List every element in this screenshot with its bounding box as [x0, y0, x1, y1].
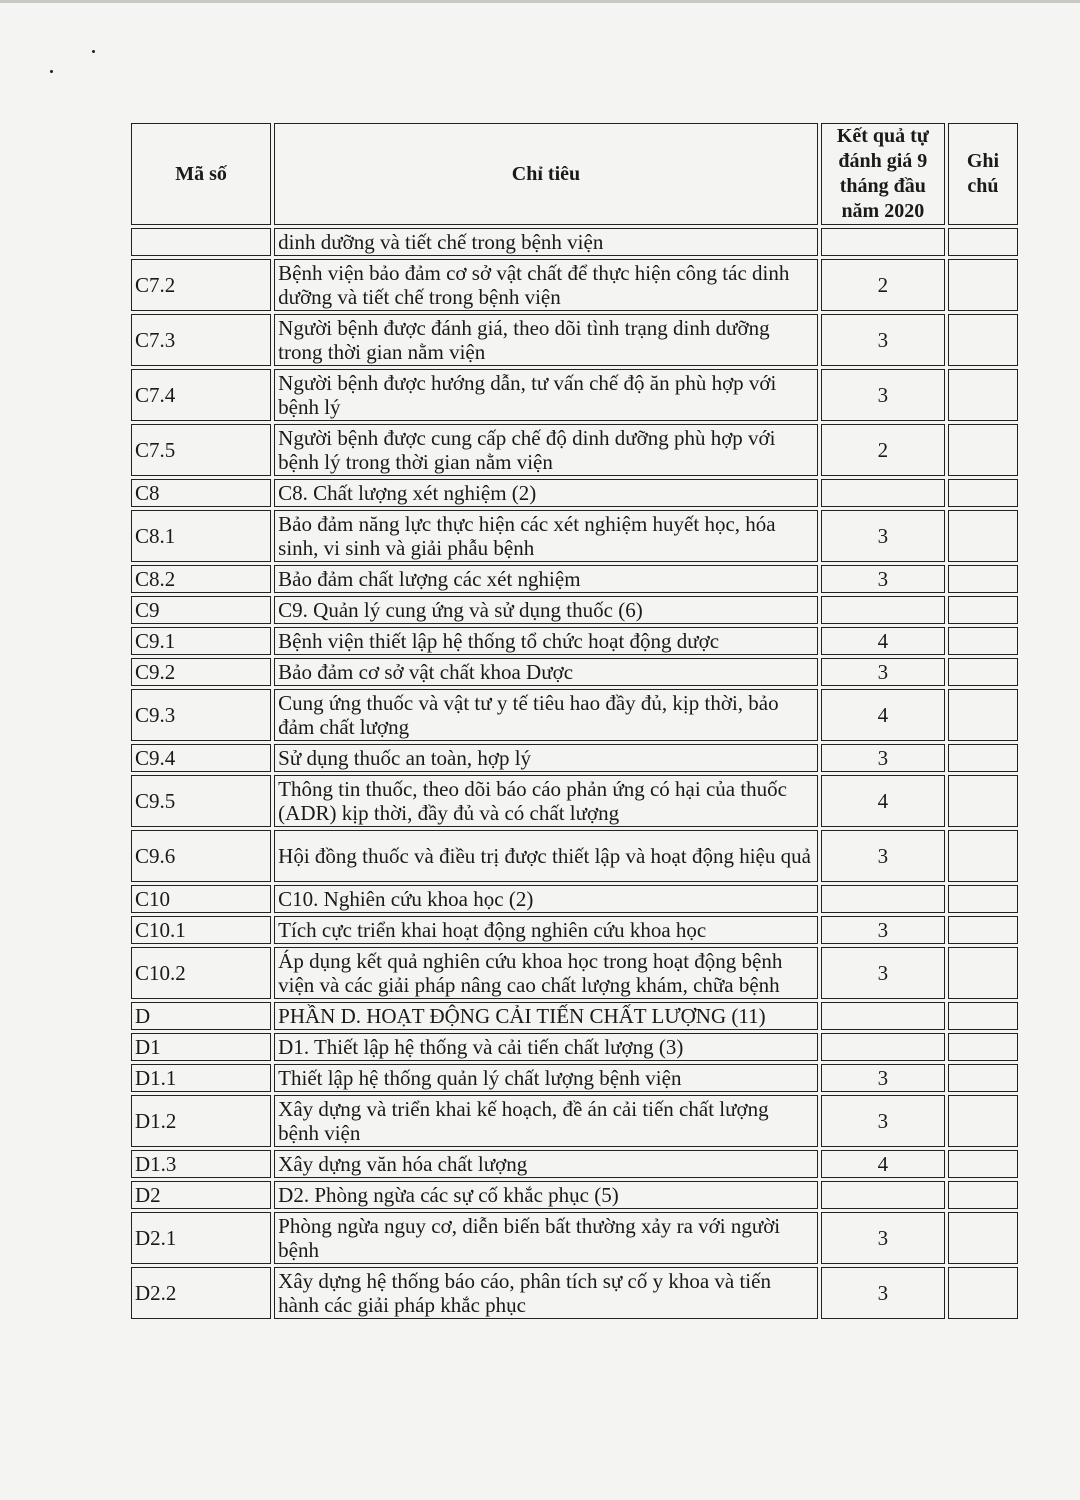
cell-note [948, 1095, 1018, 1147]
table-row [131, 1002, 1018, 1030]
cell-note [948, 1002, 1018, 1030]
table-row [131, 314, 1018, 366]
cell-criterion: C10. Nghiên cứu khoa học (2) [274, 885, 818, 913]
cell-criterion: Bệnh viện thiết lập hệ thống tổ chức hoạt động dược [274, 627, 818, 655]
table-row [131, 479, 1018, 507]
cell-criterion: Người bệnh được đánh giá, theo dõi tình trạng dinh dưỡng trong thời gian nằm viện [274, 314, 818, 366]
cell-score: 2 [821, 424, 945, 476]
cell-note [948, 596, 1018, 624]
table-row [131, 1212, 1018, 1264]
table-row [131, 947, 1018, 999]
cell-score: 3 [821, 1267, 945, 1319]
cell-code: C9.6 [131, 830, 271, 882]
cell-criterion: dinh dưỡng và tiết chế trong bệnh viện [274, 228, 818, 256]
table-row [131, 885, 1018, 913]
cell-note [948, 744, 1018, 772]
table-row [131, 1064, 1018, 1092]
cell-code: C8.2 [131, 565, 271, 593]
page-top-edge [0, 0, 1080, 3]
table-row [131, 627, 1018, 655]
cell-criterion: Xây dựng hệ thống báo cáo, phân tích sự cố y khoa và tiến hành các giải pháp khắc phục [274, 1267, 818, 1319]
cell-score: 4 [821, 775, 945, 827]
cell-code: D1.3 [131, 1150, 271, 1178]
cell-note [948, 1212, 1018, 1264]
cell-code: D2.2 [131, 1267, 271, 1319]
cell-score [821, 596, 945, 624]
cell-code: C7.5 [131, 424, 271, 476]
cell-note [948, 479, 1018, 507]
cell-code: D2.1 [131, 1212, 271, 1264]
cell-score [821, 885, 945, 913]
cell-note [948, 1150, 1018, 1178]
cell-code: C8 [131, 479, 271, 507]
cell-criterion: Thiết lập hệ thống quản lý chất lượng bệnh viện [274, 1064, 818, 1092]
cell-note [948, 565, 1018, 593]
cell-code: C8.1 [131, 510, 271, 562]
cell-criterion: Thông tin thuốc, theo dõi báo cáo phản ứng có hại của thuốc (ADR) kịp thời, đầy đủ và có chất lượng [274, 775, 818, 827]
cell-code: D1 [131, 1033, 271, 1061]
cell-note [948, 314, 1018, 366]
self-assessment-table [128, 120, 1021, 1322]
table-row [131, 565, 1018, 593]
cell-code: C7.4 [131, 369, 271, 421]
cell-criterion: C8. Chất lượng xét nghiệm (2) [274, 479, 818, 507]
cell-score [821, 479, 945, 507]
cell-score [821, 1181, 945, 1209]
table-row [131, 424, 1018, 476]
cell-note [948, 947, 1018, 999]
table-row [131, 369, 1018, 421]
header-result: Kết quả tự đánh giá 9 tháng đầu năm 2020 [821, 123, 945, 225]
table-row [131, 658, 1018, 686]
cell-criterion: Hội đồng thuốc và điều trị được thiết lập và hoạt động hiệu quả [274, 830, 818, 882]
cell-score: 3 [821, 314, 945, 366]
table-row [131, 916, 1018, 944]
table-row [131, 1181, 1018, 1209]
cell-criterion: Tích cực triển khai hoạt động nghiên cứu khoa học [274, 916, 818, 944]
header-criterion: Chỉ tiêu [274, 123, 818, 225]
cell-note [948, 228, 1018, 256]
table-row [131, 1150, 1018, 1178]
cell-criterion: Bảo đảm cơ sở vật chất khoa Dược [274, 658, 818, 686]
cell-code: D2 [131, 1181, 271, 1209]
cell-note [948, 1181, 1018, 1209]
cell-score: 3 [821, 744, 945, 772]
cell-criterion: Phòng ngừa nguy cơ, diễn biến bất thường xảy ra với người bệnh [274, 1212, 818, 1264]
cell-score [821, 1033, 945, 1061]
cell-score [821, 1002, 945, 1030]
cell-score: 3 [821, 947, 945, 999]
cell-code: C10.1 [131, 916, 271, 944]
cell-code: D1.2 [131, 1095, 271, 1147]
cell-criterion: Xây dựng và triển khai kế hoạch, đề án cải tiến chất lượng bệnh viện [274, 1095, 818, 1147]
cell-criterion: Người bệnh được cung cấp chế độ dinh dưỡng phù hợp với bệnh lý trong thời gian nằm viện [274, 424, 818, 476]
cell-note [948, 775, 1018, 827]
cell-criterion: Bảo đảm năng lực thực hiện các xét nghiệm huyết học, hóa sinh, vi sinh và giải phẫu bệnh [274, 510, 818, 562]
table-row [131, 775, 1018, 827]
table-row [131, 510, 1018, 562]
table-row [131, 830, 1018, 882]
table-row [131, 596, 1018, 624]
cell-score: 3 [821, 565, 945, 593]
cell-note [948, 510, 1018, 562]
cell-note [948, 1033, 1018, 1061]
cell-note [948, 424, 1018, 476]
cell-score: 3 [821, 1095, 945, 1147]
cell-code: C9.2 [131, 658, 271, 686]
cell-note [948, 627, 1018, 655]
cell-score [821, 228, 945, 256]
cell-score: 3 [821, 1064, 945, 1092]
header-row [131, 123, 1018, 225]
table-row [131, 228, 1018, 256]
cell-note [948, 1267, 1018, 1319]
cell-code: C9.5 [131, 775, 271, 827]
cell-note [948, 830, 1018, 882]
cell-score: 3 [821, 658, 945, 686]
cell-score: 4 [821, 1150, 945, 1178]
cell-code: C7.2 [131, 259, 271, 311]
table-row [131, 744, 1018, 772]
cell-score: 4 [821, 627, 945, 655]
cell-score: 3 [821, 369, 945, 421]
cell-code: C10 [131, 885, 271, 913]
table-row [131, 689, 1018, 741]
cell-code: C9 [131, 596, 271, 624]
cell-criterion: Sử dụng thuốc an toàn, hợp lý [274, 744, 818, 772]
cell-code: D [131, 1002, 271, 1030]
cell-score: 3 [821, 916, 945, 944]
table-row [131, 1267, 1018, 1319]
cell-criterion: Người bệnh được hướng dẫn, tư vấn chế độ ăn phù hợp với bệnh lý [274, 369, 818, 421]
header-code: Mã số [131, 123, 271, 225]
cell-criterion: Bệnh viện bảo đảm cơ sở vật chất để thực hiện công tác dinh dưỡng và tiết chế trong bệnh viện [274, 259, 818, 311]
cell-criterion: Xây dựng văn hóa chất lượng [274, 1150, 818, 1178]
cell-note [948, 885, 1018, 913]
cell-criterion: Bảo đảm chất lượng các xét nghiệm [274, 565, 818, 593]
cell-score: 3 [821, 1212, 945, 1264]
cell-code: D1.1 [131, 1064, 271, 1092]
cell-criterion: D2. Phòng ngừa các sự cố khắc phục (5) [274, 1181, 818, 1209]
cell-note [948, 1064, 1018, 1092]
table-row [131, 1033, 1018, 1061]
cell-score: 4 [821, 689, 945, 741]
header-note: Ghi chú [948, 123, 1018, 225]
cell-note [948, 658, 1018, 686]
cell-code: C7.3 [131, 314, 271, 366]
cell-note [948, 369, 1018, 421]
cell-code: C9.1 [131, 627, 271, 655]
table-row [131, 1095, 1018, 1147]
cell-note [948, 259, 1018, 311]
scan-speck [50, 70, 53, 73]
cell-criterion: Áp dụng kết quả nghiên cứu khoa học trong hoạt động bệnh viện và các giải pháp nâng cao chất lượng khám, chữa bệnh [274, 947, 818, 999]
cell-criterion: PHẦN D. HOẠT ĐỘNG CẢI TIẾN CHẤT LƯỢNG (11) [274, 1002, 818, 1030]
cell-code: C9.3 [131, 689, 271, 741]
cell-criterion: D1. Thiết lập hệ thống và cải tiến chất lượng (3) [274, 1033, 818, 1061]
cell-note [948, 689, 1018, 741]
cell-code [131, 228, 271, 256]
cell-criterion: C9. Quản lý cung ứng và sử dụng thuốc (6) [274, 596, 818, 624]
cell-criterion: Cung ứng thuốc và vật tư y tế tiêu hao đầy đủ, kịp thời, bảo đảm chất lượng [274, 689, 818, 741]
scan-speck [92, 50, 95, 53]
cell-code: C9.4 [131, 744, 271, 772]
table-row [131, 259, 1018, 311]
cell-score: 2 [821, 259, 945, 311]
cell-score: 3 [821, 510, 945, 562]
cell-note [948, 916, 1018, 944]
cell-code: C10.2 [131, 947, 271, 999]
cell-score: 3 [821, 830, 945, 882]
